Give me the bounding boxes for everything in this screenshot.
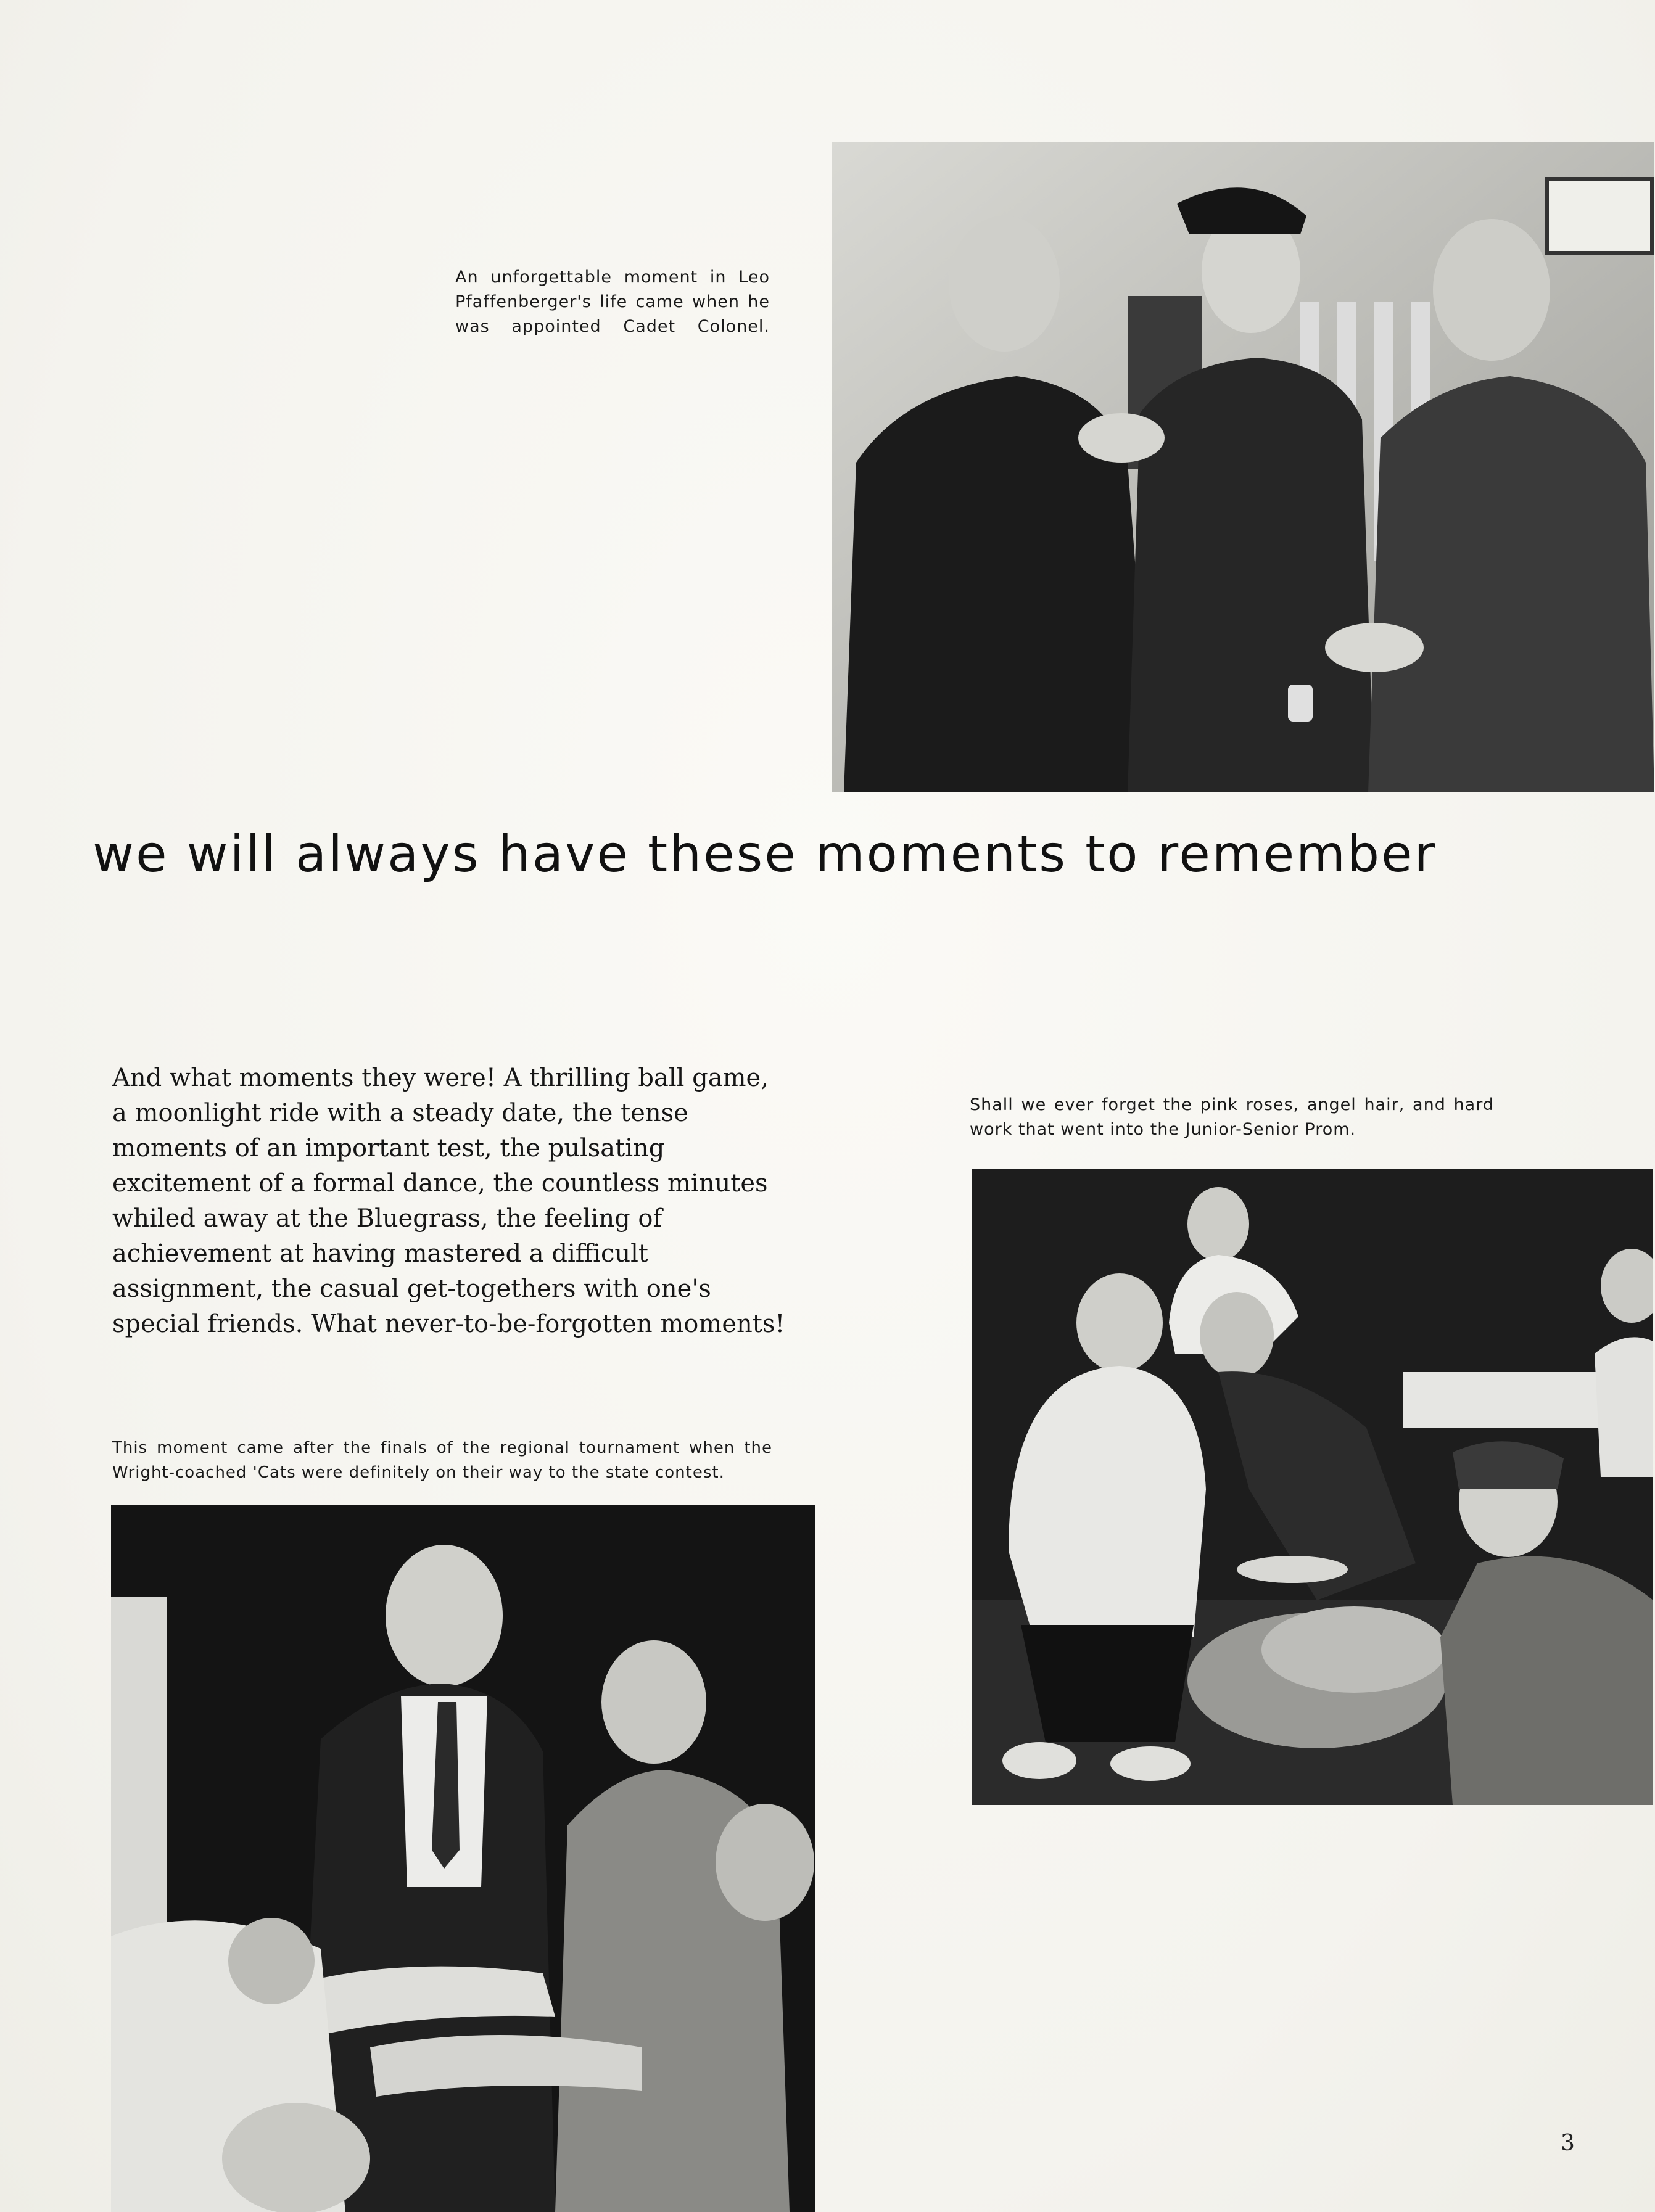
prom-photo [972, 1169, 1653, 1805]
tournament-photo-image [111, 1505, 815, 2212]
tournament-caption: This moment came after the finals of the regional tournament when the Wright-coached 'Cats were definitely on their way to the state contest. [112, 1439, 772, 1482]
cadet-colonel-photo [832, 142, 1654, 792]
prom-caption: Shall we ever forget the pink roses, angel hair, and hard work that went into the Junior-Senior Prom. [970, 1095, 1494, 1139]
body-text: And what moments they were! A thrilling ball game, a moonlight ride with a steady date, the tense moments of an important test, the pulsating excitement of a formal dance, the countless minutes whiled away at the Bluegrass, the feeling of achievement at having mastered a difficult assignment, the casual get-togethers with one's special friends. What never-to-be-forgotten moments! [112, 1064, 785, 1338]
tournament-photo [111, 1505, 815, 2212]
cadet-colonel-caption: An unforgettable moment in Leo Pfaffenberger's life came when he was appointed Cadet Colonel. [455, 268, 770, 336]
prom-photo-image [972, 1169, 1653, 1805]
page-number: 3 [1561, 2131, 1575, 2156]
cadet-colonel-photo-image [832, 142, 1654, 792]
page-headline: we will always have these moments to remember [93, 825, 1437, 884]
